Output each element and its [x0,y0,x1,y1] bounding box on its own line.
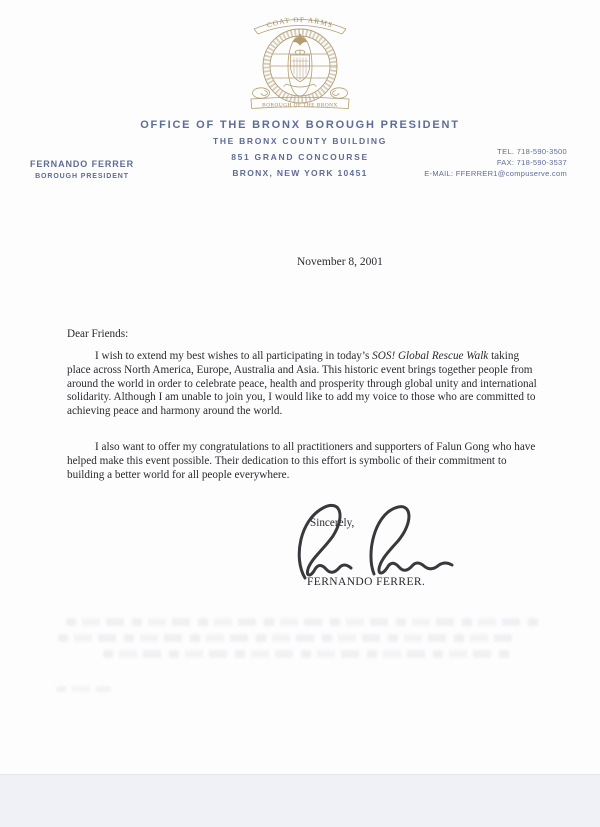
borough-seal-icon [234,10,366,114]
office-street: 851 GRAND CONCOURSE [231,152,369,162]
bleed-through-line [103,650,513,658]
signer-name: FERNANDO FERRER. [307,576,426,588]
scan-background-strip [0,774,600,827]
seal-bottom-banner-text: BOROUGH OF THE BRONX [262,102,338,109]
official-block [24,159,140,180]
salutation: Dear Friends: [67,328,129,340]
contact-tel: TEL. 718-590-3500 [497,147,567,156]
paragraph-1-italic: SOS! Global Rescue Walk [372,350,489,362]
bleed-through-mark [56,686,111,692]
paragraph-2: I also want to offer my congratulations to all practitioners and supporters of Falun Gong who have helped make this event possible. Their dedication to this effort is symbolic of their commitment to building a better world for all people everywhere. [67,441,536,481]
contact-email: E-MAIL: FFERRER1@compuserve.com [424,169,567,178]
contact-block [424,146,567,179]
svg-text:COAT OF ARMS [266,16,334,30]
closing: Sincerely, [310,517,355,529]
signature-icon [288,500,460,584]
office-name: OFFICE OF THE BRONX BOROUGH PRESIDENT [140,119,460,131]
paragraph-1-text: I wish to extend my best wishes to all participating in today’s [95,350,373,362]
paragraph-1 [67,350,543,419]
seal-top-banner-text: COAT OF ARMS [265,15,335,30]
paragraph-1-rest: taking place across North America, Europe, Australia and Asia. This historic event brings together people from around the world in order to celebrate peace, health and prosperity through global unity and international solidarity. Although I am unable to join you, I would like to add my voice to those who are committed to achieving peace and harmony around the world. [67,350,537,418]
official-title: BOROUGH PRESIDENT [35,173,129,180]
bleed-through-line [58,634,520,642]
official-name: FERNANDO FERRER [29,159,134,169]
letter-date: November 8, 2001 [297,256,383,268]
office-city: BRONX, NEW YORK 10451 [232,168,368,178]
scroll-ends [253,88,348,98]
bleed-through-line [66,618,540,626]
contact-fax: FAX: 718-590-3537 [496,158,567,167]
office-building: THE BRONX COUNTY BUILDING [212,136,388,146]
